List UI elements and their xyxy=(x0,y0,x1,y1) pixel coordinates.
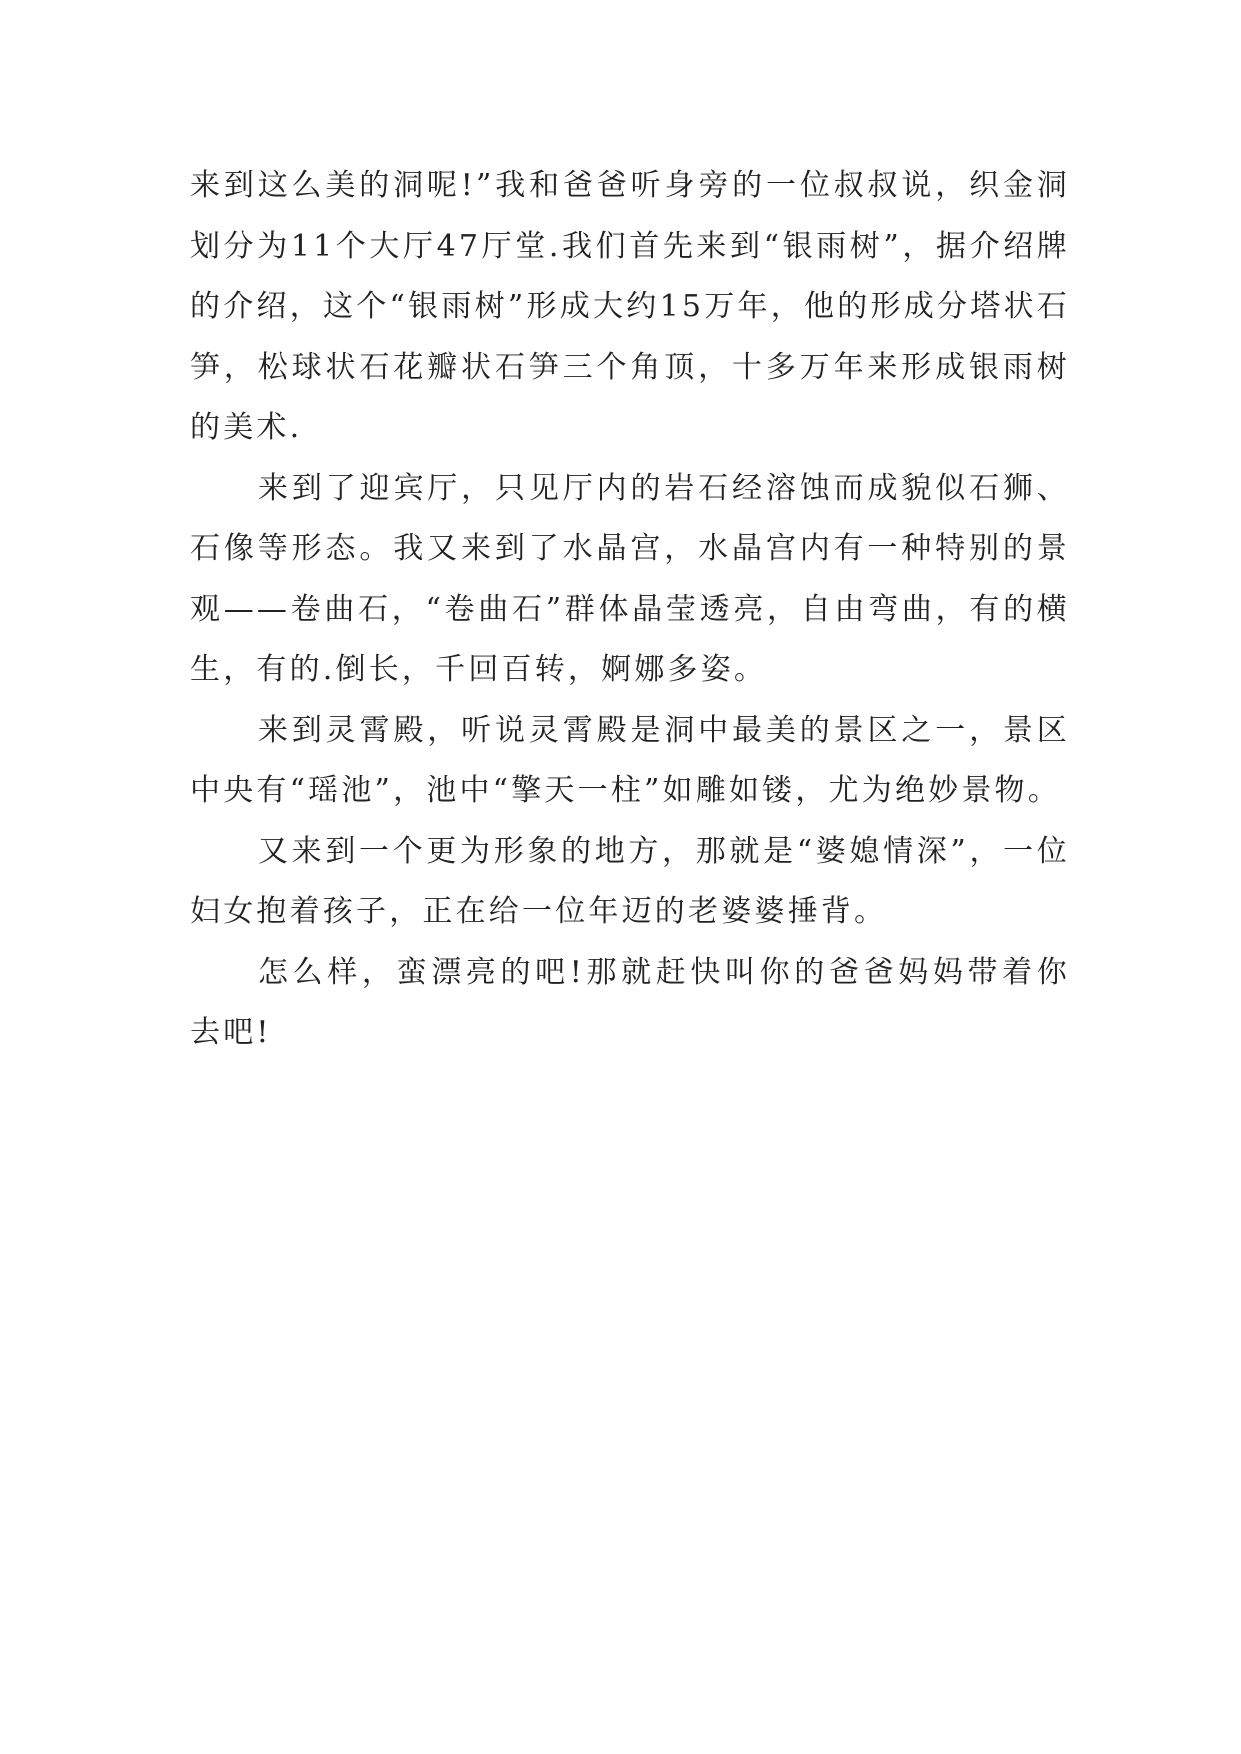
document-body xyxy=(190,156,1070,1064)
paragraph: 又来到一个更为形象的地方，那就是“婆媳情深”，一位妇女抱着孩子，正在给一位年迈的老婆婆捶背。 xyxy=(190,833,1070,929)
paragraph: 来到灵霄殿，听说灵霄殿是洞中最美的景区之一，景区中央有“瑶池”，池中“擎天一柱”如雕如镂，尤为绝妙景物。 xyxy=(190,712,1070,808)
paragraph: 来到了迎宾厅，只见厅内的岩石经溶蚀而成貌似石狮、石像等形态。我又来到了水晶宫，水晶宫内有一种特别的景观——卷曲石，“卷曲石”群体晶莹透亮，自由弯曲，有的横生，有的.倒长，千回百转，婀娜多姿。 xyxy=(190,470,1070,687)
paragraph: 来到这么美的洞呢!”我和爸爸听身旁的一位叔叔说，织金洞划分为11个大厅47厅堂.我们首先来到“银雨树”，据介绍牌的介绍，这个“银雨树”形成大约15万年，他的形成分塔状石笋，松球状石花瓣状石笋三个角顶，十多万年来形成银雨树的美术. xyxy=(190,168,1070,445)
paragraph: 怎么样，蛮漂亮的吧!那就赶快叫你的爸爸妈妈带着你去吧! xyxy=(190,954,1070,1050)
